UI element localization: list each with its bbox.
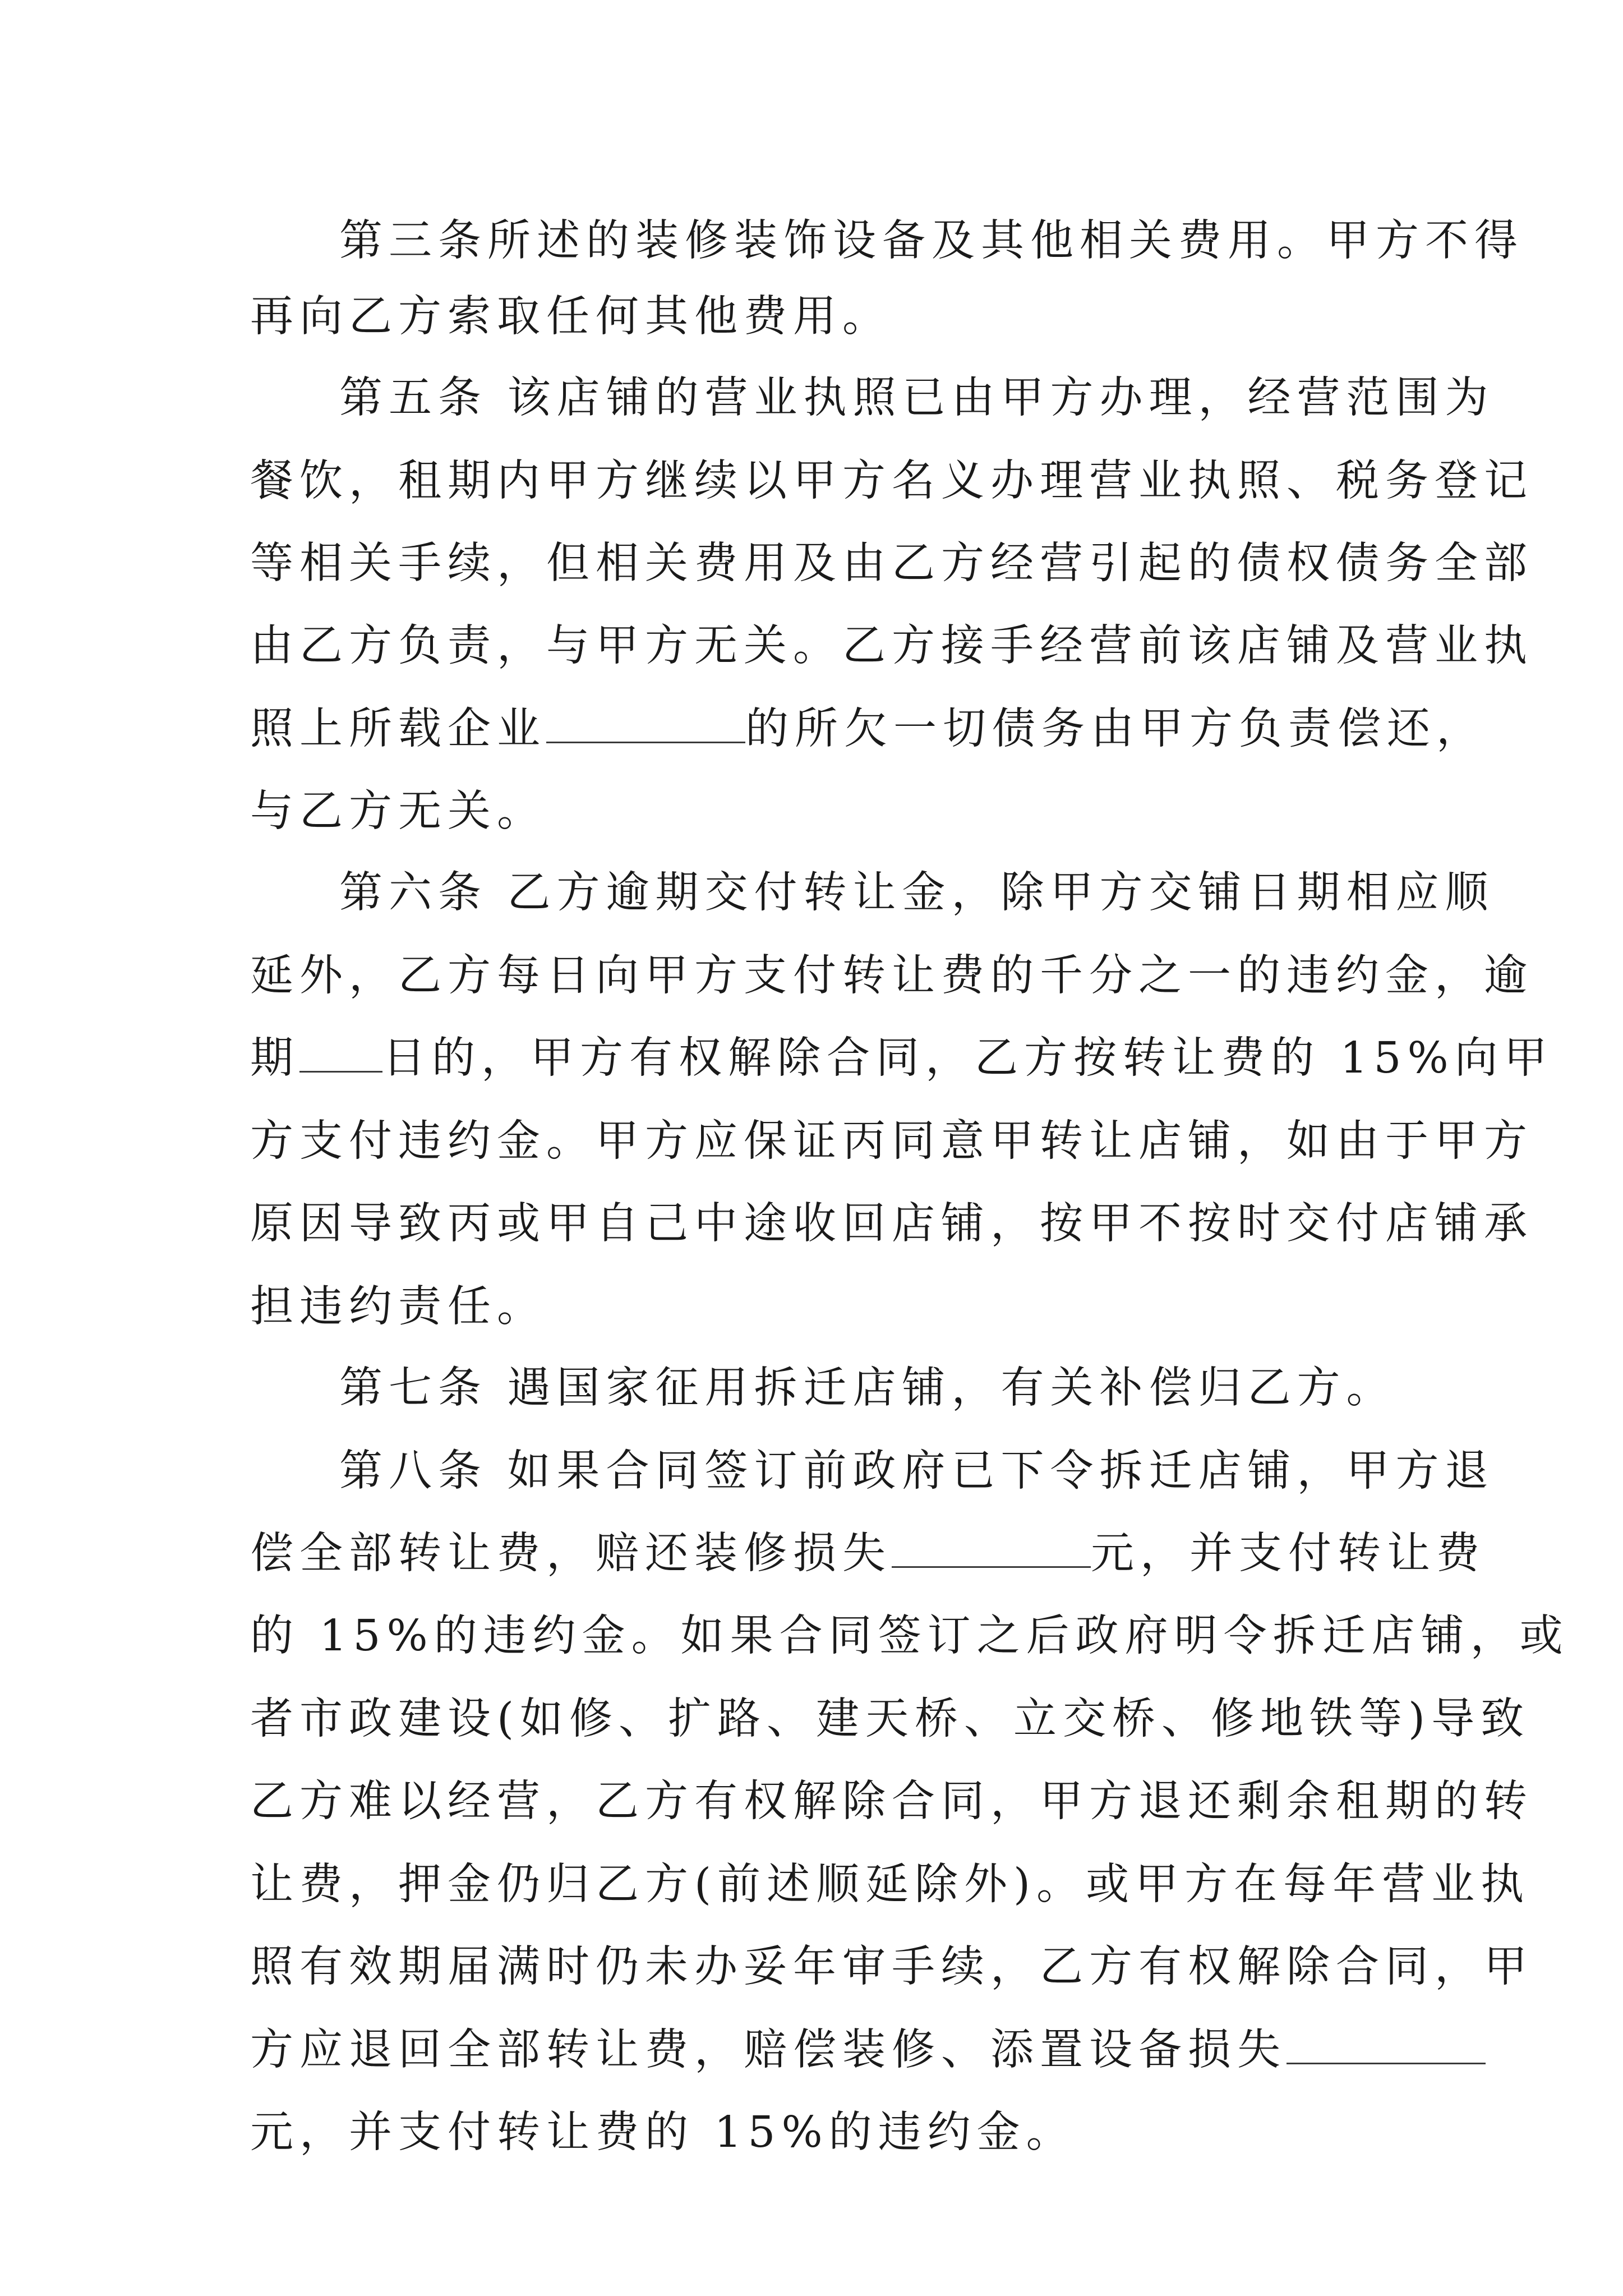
text-span: 第五条 该店铺的营业执照已由甲方办理，经营范围为: [339, 373, 1495, 423]
text-span: 原因导致丙或甲自己中途收回店铺，按甲不按时交付店铺承: [250, 1199, 1533, 1249]
text-span: 元，并支付转让费的 15%的违约金。: [250, 2108, 1076, 2157]
text-line: [250, 1509, 1486, 1599]
text-line: [250, 931, 1533, 1021]
text-span: 期: [250, 1033, 299, 1083]
text-line: [250, 1591, 1569, 1681]
text-line: [250, 684, 1486, 774]
text-line: [250, 767, 1389, 857]
text-line: [250, 1097, 1533, 1186]
text-span: 与乙方无关。: [250, 786, 546, 836]
text-span: 元，并支付转让费: [1091, 1529, 1486, 1579]
text-span: 餐饮，租期内甲方继续以甲方名义办理营业执照、税务登记: [250, 456, 1533, 506]
text-span: 第八条 如果合同签订前政府已下令拆迁店铺，甲方退: [339, 1446, 1495, 1496]
text-line: [250, 436, 1533, 526]
text-line: [250, 1262, 1389, 1352]
text-line: [339, 848, 1495, 938]
fill-in-blank: [1287, 2030, 1486, 2064]
text-span: 再向乙方索取任何其他费用。: [250, 292, 892, 342]
text-span: 照有效期届满时仍未办妥年审手续，乙方有权解除合同，甲: [250, 1942, 1533, 1992]
text-span: 者市政建设(如修、扩路、建天桥、立交桥、修地铁等)导致: [250, 1694, 1530, 1744]
text-span: 方支付违约金。甲方应保证丙同意甲转让店铺，如由于甲方: [250, 1116, 1533, 1166]
text-line: [250, 601, 1533, 691]
text-span: 方应退回全部转让费，赔偿装修、添置设备损失: [250, 2025, 1287, 2075]
text-line: [250, 519, 1533, 609]
text-span: 的所欠一切债务由甲方负责偿还，: [745, 704, 1486, 754]
text-span: 乙方难以经营，乙方有权解除合同，甲方退还剩余租期的转: [250, 1777, 1533, 1826]
fill-in-blank: [299, 1038, 382, 1073]
text-span: 日的，甲方有权解除合同，乙方按转让费的 15%向甲: [382, 1033, 1553, 1083]
fill-in-blank: [546, 709, 745, 743]
text-line: [339, 1343, 1396, 1433]
text-line: [250, 1757, 1533, 1847]
fill-in-blank: [892, 1534, 1091, 1568]
text-line: [250, 1674, 1530, 1764]
text-span: 第七条 遇国家征用拆迁店铺，有关补偿归乙方。: [339, 1363, 1396, 1413]
text-line: [250, 1840, 1530, 1930]
text-span: 照上所载企业: [250, 704, 546, 754]
text-line: [339, 353, 1495, 443]
text-line: [339, 1427, 1495, 1516]
text-span: 第三条所述的装修装饰设备及其他相关费用。甲方不得: [339, 216, 1524, 266]
text-line: [250, 1014, 1553, 1103]
text-line: [250, 1922, 1533, 2012]
text-span: 担违约责任。: [250, 1282, 546, 1332]
text-span: 等相关手续，但相关费用及由乙方经营引起的债权债务全部: [250, 539, 1533, 588]
text-span: 的 15%的违约金。如果合同签订之后政府明令拆迁店铺，或: [250, 1611, 1569, 1661]
text-span: 由乙方负责，与甲方无关。乙方接手经营前该店铺及营业执: [250, 621, 1533, 671]
text-line: [250, 1179, 1533, 1269]
text-span: 第六条 乙方逾期交付转让金，除甲方交铺日期相应顺: [339, 868, 1495, 918]
text-line: [250, 272, 1389, 362]
text-span: 偿全部转让费，赔还装修损失: [250, 1529, 892, 1579]
text-span: 让费，押金仍归乙方(前述顺延除外)。或甲方在每年营业执: [250, 1860, 1530, 1910]
text-span: 延外，乙方每日向甲方支付转让费的千分之一的违约金，逾: [250, 951, 1533, 1001]
text-line: [250, 2088, 1389, 2178]
text-line: [250, 2005, 1389, 2095]
